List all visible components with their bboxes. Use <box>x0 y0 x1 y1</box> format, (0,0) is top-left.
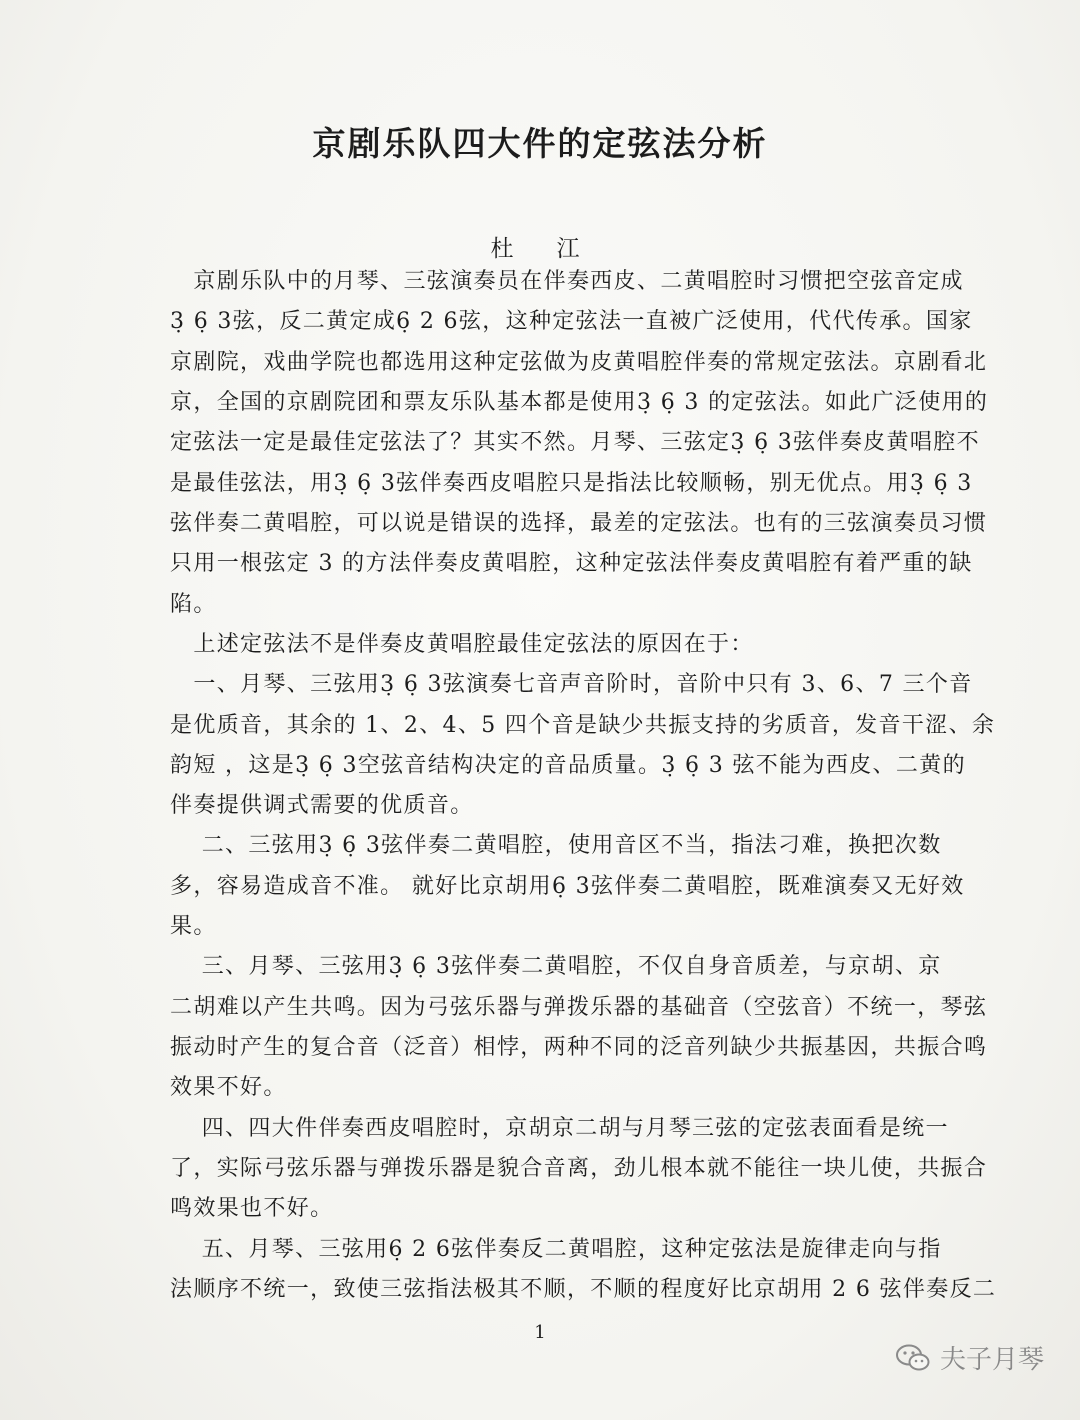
body-line: 京剧乐队中的月琴、三弦演奏员在伴奏西皮、二黄唱腔时习惯把空弦音定成 <box>170 269 964 294</box>
body-line: 二、三弦用3̣ 6̣ 3弦伴奏二黄唱腔，使用音区不当，指法刁难，换把次数 <box>170 833 942 858</box>
watermark <box>896 1339 1044 1376</box>
body-line: 一、月琴、三弦用3̣ 6̣ 3弦演奏七音声音阶时，音阶中只有 3、6、7 三个音 <box>170 672 973 697</box>
body-line: 陷。 <box>170 592 217 617</box>
watermark-text: 夫子月琴 <box>939 1345 1044 1375</box>
page-number: 1 <box>534 1322 546 1343</box>
body-line: 上述定弦法不是伴奏皮黄唱腔最佳定弦法的原因在于： <box>170 632 754 657</box>
body-line: 是优质音，其余的 1、2、4、5 四个音是缺少共振支持的劣质音，发音干涩、余 <box>170 713 996 738</box>
body-line: 伴奏提供调式需要的优质音。 <box>170 793 474 818</box>
body-line: 只用一根弦定 3 的方法伴奏皮黄唱腔，这种定弦法伴奏皮黄唱腔有着严重的缺 <box>170 551 973 576</box>
body-line: 多，容易造成音不准。 就好比京胡用6̣ 3弦伴奏二黄唱腔，既难演奏又无好效 <box>170 874 965 899</box>
body-line: 果。 <box>170 914 217 939</box>
body-line: 韵短 ，这是3̣ 6̣ 3空弦音结构决定的音品质量。3̣ 6̣ 3 弦不能为西皮、二黄的 <box>170 753 966 778</box>
wechat-icon <box>896 1344 930 1372</box>
body-line: 法顺序不统一，致使三弦指法极其不顺，不顺的程度好比京胡用 2 6 弦伴奏反二 <box>170 1277 997 1302</box>
body-line: 是最佳弦法，用3̣ 6̣ 3弦伴奏西皮唱腔只是指法比较顺畅，别无优点。用3̣ 6̣ 3 <box>170 471 973 496</box>
body-line: 效果不好。 <box>170 1075 287 1100</box>
body-line: 定弦法一定是最佳定弦法了？其实不然。月琴、三弦定3̣ 6̣ 3弦伴奏皮黄唱腔不 <box>170 430 980 455</box>
body-line: 二胡难以产生共鸣。因为弓弦乐器与弹拨乐器的基础音（空弦音）不统一，琴弦 <box>170 995 988 1020</box>
body-line: 3̣ 6̣ 3弦，反二黄定成6̣ 2 6弦，这种定弦法一直被广泛使用，代代传承。国家 <box>170 309 973 334</box>
body-line: 了，实际弓弦乐器与弹拨乐器是貌合音离，劲儿根本就不能往一块儿使，共振合 <box>170 1156 988 1181</box>
document-title: 京剧乐队四大件的定弦法分析 <box>312 124 768 163</box>
body-line: 京，全国的京剧院团和票友乐队基本都是使用3̣ 6̣ 3 的定弦法。如此广泛使用的 <box>170 390 989 415</box>
document-author: 杜 江 <box>490 236 590 262</box>
body-line: 弦伴奏二黄唱腔，可以说是错误的选择，最差的定弦法。也有的三弦演奏员习惯 <box>170 511 988 536</box>
body-line: 四、四大件伴奏西皮唱腔时，京胡京二胡与月琴三弦的定弦表面看是统一 <box>170 1116 949 1141</box>
body-line: 京剧院，戏曲学院也都选用这种定弦做为皮黄唱腔伴奏的常规定弦法。京剧看北 <box>170 350 988 375</box>
body-line: 振动时产生的复合音（泛音）相悖，两种不同的泛音列缺少共振基因，共振合鸣 <box>170 1035 988 1060</box>
body-line: 鸣效果也不好。 <box>170 1196 334 1221</box>
body-line: 五、月琴、三弦用6̣ 2 6弦伴奏反二黄唱腔，这种定弦法是旋律走向与指 <box>170 1237 942 1262</box>
body-line: 三、月琴、三弦用3̣ 6̣ 3弦伴奏二黄唱腔，不仅自身音质差，与京胡、京 <box>170 954 942 979</box>
